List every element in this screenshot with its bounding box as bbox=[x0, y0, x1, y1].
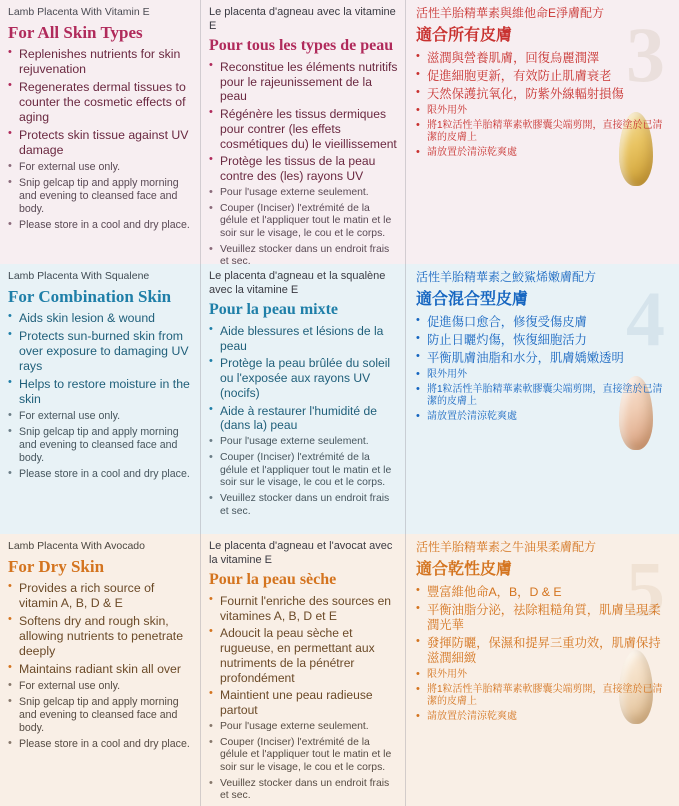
list-item: • 發揮防曬，保濕和提昇三重功效，肌膚保持滋潤細緻 bbox=[416, 636, 671, 666]
product-name-zh: 活性羊胎精華素之牛油果柔膚配方 bbox=[416, 540, 597, 554]
skin-type-heading-en: For Dry Skin bbox=[8, 556, 105, 576]
care-list-zh bbox=[416, 105, 671, 160]
list-item: • Replenishes nutrients for skin rejuvenation bbox=[8, 47, 192, 77]
product-name-en: Lamb Placenta With Avocado bbox=[8, 540, 145, 552]
list-item: • Aide à restaurer l'humidité de (dans la) peau bbox=[209, 404, 399, 434]
list-item: • Please store in a cool and dry place. bbox=[8, 738, 192, 751]
list-item: • Protects skin tissue against UV damage bbox=[8, 128, 192, 158]
benefits-list-fr bbox=[209, 324, 399, 433]
list-item: • Pour l'usage externe seulement. bbox=[209, 436, 399, 449]
list-item: • 豐富維他命A，B，D & E bbox=[416, 585, 671, 600]
product-panel-4 bbox=[0, 264, 679, 534]
list-item: • 平衡肌膚油脂和水分，肌膚嬌嫩透明 bbox=[416, 351, 671, 366]
list-item: • Couper (Inciser) l'extrémité de la gélule et l'appliquer tout le matin et le soir sur le visage, le cou et le corps. bbox=[209, 203, 399, 241]
benefits-list-fr bbox=[209, 594, 399, 718]
chinese-column bbox=[405, 264, 679, 534]
skin-type-heading-zh: 適合混合型皮膚 bbox=[416, 290, 529, 308]
list-item: • Please store in a cool and dry place. bbox=[8, 219, 192, 232]
panel-number-3: 3 bbox=[626, 11, 665, 98]
list-item: • Régénère les tissus dermiques pour contrer (les effets cosmétiques du) le vieillissement bbox=[209, 107, 399, 151]
skin-type-heading-en: For All Skin Types bbox=[8, 22, 143, 42]
benefits-list-en bbox=[8, 311, 192, 407]
care-list-en bbox=[8, 161, 192, 232]
list-item: • 請放置於清涼乾爽處 bbox=[416, 147, 671, 159]
list-item: • 滋潤與營養肌膚，回復烏麗潤澤 bbox=[416, 51, 671, 66]
product-name-zh: 活性羊胎精華素與維他命E淨膚配方 bbox=[416, 6, 605, 20]
list-item: • 將1粒活性羊胎精華素軟膠囊尖端剪開，直接塗於已清潔的皮膚上 bbox=[416, 384, 671, 408]
care-list-fr bbox=[209, 721, 399, 803]
product-name-en: Lamb Placenta With Squalene bbox=[8, 270, 150, 282]
care-list-fr bbox=[209, 436, 399, 518]
benefits-list-en bbox=[8, 47, 192, 158]
list-item: • 請放置於清涼乾爽處 bbox=[416, 711, 671, 723]
list-item: • Reconstitue les éléments nutritifs pour le rajeunissement de la peau bbox=[209, 60, 399, 104]
product-name-fr: Le placenta d'agneau et la squalène avec la vitamine E bbox=[209, 270, 386, 296]
list-item: • 將1粒活性羊胎精華素軟膠囊尖端剪開，直接塗於已清潔的皮膚上 bbox=[416, 684, 671, 708]
list-item: • 限外用外 bbox=[416, 369, 671, 381]
skin-type-heading-fr: Pour la peau mixte bbox=[209, 300, 339, 318]
benefits-list-en bbox=[8, 581, 192, 677]
care-list-en bbox=[8, 680, 192, 751]
list-item: • For external use only. bbox=[8, 680, 192, 693]
benefits-list-fr bbox=[209, 60, 399, 184]
list-item: • Veuillez stocker dans un endroit frais et sec. bbox=[209, 778, 399, 803]
french-column bbox=[200, 534, 405, 806]
skin-type-heading-fr: Pour la peau sèche bbox=[209, 570, 337, 588]
french-column bbox=[200, 264, 405, 534]
benefits-list-zh bbox=[416, 51, 671, 102]
benefits-list-zh bbox=[416, 315, 671, 366]
care-list-zh bbox=[416, 669, 671, 724]
list-item: • 防止日曬灼傷，恢復細胞活力 bbox=[416, 333, 671, 348]
list-item: • Pour l'usage externe seulement. bbox=[209, 187, 399, 200]
list-item: • 平衡油脂分泌，祛除粗糙角質，肌膚呈現柔潤光華 bbox=[416, 603, 671, 633]
list-item: • Aide blessures et lésions de la peau bbox=[209, 324, 399, 354]
list-item: • Regenerates dermal tissues to counter the cosmetic effects of aging bbox=[8, 80, 192, 125]
product-name-zh: 活性羊胎精華素之鮫鯊烯嫩膚配方 bbox=[416, 270, 597, 284]
list-item: • Please store in a cool and dry place. bbox=[8, 468, 192, 481]
list-item: • Fournit l'enriche des sources en vitamines A, B, D et E bbox=[209, 594, 399, 624]
english-column bbox=[0, 0, 200, 264]
chinese-column bbox=[405, 534, 679, 806]
list-item: • Snip gelcap tip and apply morning and evening to cleansed face and body. bbox=[8, 426, 192, 465]
list-item: • Protège la peau brûlée du soleil ou l'exposée aux rayons UV (nocifs) bbox=[209, 356, 399, 400]
list-item: • 請放置於清涼乾爽處 bbox=[416, 411, 671, 423]
list-item: • Maintains radiant skin all over bbox=[8, 662, 192, 677]
skin-type-heading-zh: 適合所有皮膚 bbox=[416, 26, 513, 44]
product-panel-3 bbox=[0, 0, 679, 264]
list-item: • Protects sun-burned skin from over exposure to damaging UV rays bbox=[8, 329, 192, 374]
list-item: • Couper (Inciser) l'extrémité de la gélule et l'appliquer tout le matin et le soir sur le visage, le cou et le corps. bbox=[209, 452, 399, 490]
french-column bbox=[200, 0, 405, 264]
skin-type-heading-fr: Pour tous les types de peau bbox=[209, 36, 394, 54]
list-item: • 促進傷口愈合，修復受傷皮膚 bbox=[416, 315, 671, 330]
list-item: • Adoucit la peau sèche et rugueuse, en permettant aux nutriments de la pénétrer profondément bbox=[209, 626, 399, 685]
list-item: • 限外用外 bbox=[416, 105, 671, 117]
list-item: • Couper (Inciser) l'extrémité de la gélule et l'appliquer tout le matin et le soir sur le visage, le cou et le corps. bbox=[209, 737, 399, 775]
benefits-list-zh bbox=[416, 585, 671, 666]
list-item: • Aids skin lesion & wound bbox=[8, 311, 192, 326]
list-item: • 將1粒活性羊胎精華素軟膠囊尖端剪開，直接塗於已清潔的皮膚上 bbox=[416, 120, 671, 144]
english-column bbox=[0, 534, 200, 806]
panel-number-4: 4 bbox=[626, 275, 665, 362]
list-item: • 限外用外 bbox=[416, 669, 671, 681]
list-item: • 天然保護抗氧化，防紫外線輻射損傷 bbox=[416, 87, 671, 102]
list-item: • Snip gelcap tip and apply morning and evening to cleansed face and body. bbox=[8, 696, 192, 735]
skin-type-heading-en: For Combination Skin bbox=[8, 286, 172, 306]
product-name-en: Lamb Placenta With Vitamin E bbox=[8, 6, 150, 18]
panel-number-5: 5 bbox=[626, 545, 665, 632]
care-list-zh bbox=[416, 369, 671, 424]
product-name-fr: Le placenta d'agneau avec la vitamine E bbox=[209, 6, 396, 32]
list-item: • Maintient une peau radieuse partout bbox=[209, 688, 399, 718]
list-item: • Softens dry and rough skin, allowing nutrients to penetrate deeply bbox=[8, 614, 192, 659]
care-list-en bbox=[8, 410, 192, 481]
list-item: • 促進細胞更新，有效防止肌膚衰老 bbox=[416, 69, 671, 84]
chinese-column bbox=[405, 0, 679, 264]
list-item: • For external use only. bbox=[8, 410, 192, 423]
list-item: • For external use only. bbox=[8, 161, 192, 174]
product-panel-5 bbox=[0, 534, 679, 806]
list-item: • Snip gelcap tip and apply morning and evening to cleansed face and body. bbox=[8, 177, 192, 216]
list-item: • Provides a rich source of vitamin A, B, D & E bbox=[8, 581, 192, 611]
list-item: • Veuillez stocker dans un endroit frais et sec. bbox=[209, 244, 399, 264]
care-list-fr bbox=[209, 187, 399, 264]
skin-type-heading-zh: 適合乾性皮膚 bbox=[416, 560, 513, 578]
list-item: • Veuillez stocker dans un endroit frais et sec. bbox=[209, 493, 399, 518]
english-column bbox=[0, 264, 200, 534]
list-item: • Pour l'usage externe seulement. bbox=[209, 721, 399, 734]
product-name-fr: Le placenta d'agneau et l'avocat avec la vitamine E bbox=[209, 540, 393, 566]
list-item: • Protège les tissus de la peau contre des (les) rayons UV bbox=[209, 154, 399, 184]
list-item: • Helps to restore moisture in the skin bbox=[8, 377, 192, 407]
